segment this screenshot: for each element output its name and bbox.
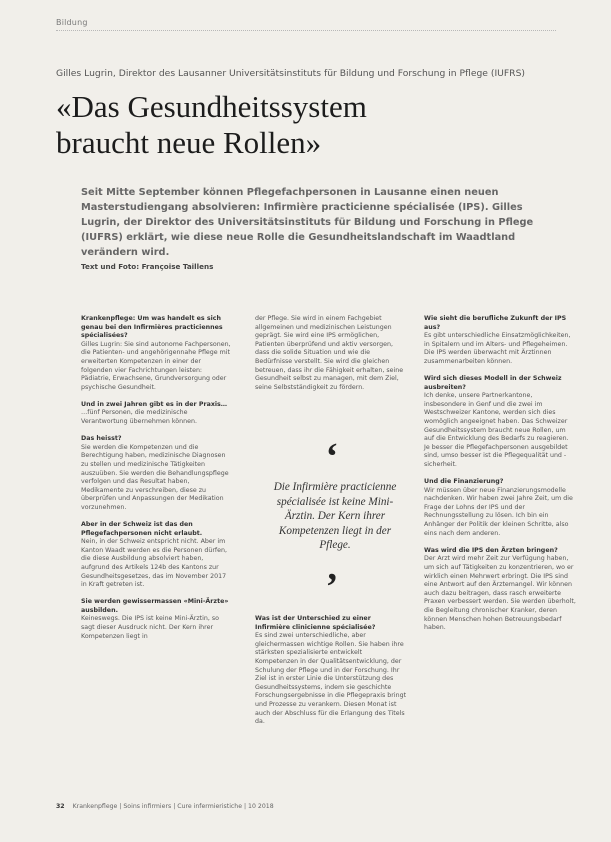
top-divider bbox=[56, 30, 556, 31]
answer: Nein, in der Schweiz entspricht nicht. Aber im Kanton Waadt werden es die Personen dürfen, die diese Ausbildung absolviert haben, aufgrund des Artikels 124b des Kantons zur Gesundheitsgesetzes, das im November 2017 in Kraft getreten ist. bbox=[81, 538, 228, 589]
answer: Keineswegs. Die IPS ist keine Mini-Ärztin, so sagt dieser Ausdruck nicht. Der Kern ihrer Kompetenzen liegt in bbox=[81, 615, 220, 640]
article-title bbox=[56, 89, 556, 161]
title-line-1: «Das Gesundheitssystem bbox=[56, 89, 367, 124]
open-quote-mark: ‘ bbox=[325, 436, 339, 478]
paragraph bbox=[255, 615, 407, 727]
paragraph bbox=[424, 315, 576, 367]
paragraph bbox=[424, 478, 576, 538]
question: Wird sich dieses Modell in der Schweiz ausbreiten? bbox=[424, 375, 562, 391]
title-line-2: braucht neue Rollen» bbox=[56, 125, 322, 160]
question: Krankenpflege: Um was handelt es sich genau bei den Infirmières practiciennes spécialisées? bbox=[81, 315, 223, 340]
paragraph: der Pflege. Sie wird in einem Fachgebiet allgemeinen und medizinischen Leistungen geprägt. Sie wird eine IPS ermöglichen, Patienten überprüfend und aktiv versorgen, dass die solide Situation und wie die Bedürfnisse verstellt. Sie wird die gleichen betreuen, dass ihr die Fähigkeit erhalten, seine Gesundheit selbst zu managen, mit dem Ziel, seine Selbstständigkeit zu fördern. bbox=[255, 315, 404, 391]
answer: Ich denke, unsere Partnerkantone, insbesondere in Genf und die zwei im Westschweizer Kantone, werden sich dies womöglich angeeignet haben. Das Schweizer Gesundheitssystem braucht neue Rollen, um auf die Entwicklung des Bedarfs zu reagieren. Je besser die Pflegefachpersonen ausgebildet sind, umso besser ist die Pflegequalität und -sicherheit. bbox=[424, 392, 569, 468]
paragraph bbox=[81, 598, 233, 641]
question: Und die Finanzierung? bbox=[424, 478, 504, 486]
close-quote-mark: ’ bbox=[325, 566, 339, 608]
answer: Gilles Lugrin: Sie sind autonome Fachpersonen, die Patienten- und angehörigennahe Pflege mit erweiterten Kompetenzen in einer der folgenden vier Fachrichtungen leisten: Pädiatrie, Erwachsene, Grundversorgung oder psychische Gesundheit. bbox=[81, 340, 231, 391]
article-lead: Seit Mitte September können Pflegefachpersonen in Lausanne einen neuen Masterstudiengang absolvieren: Infirmière practicienne spécialisée (IPS). Gilles Lugrin, der Direktor des Universitätsinstituts für Bildung und Forschung in Pflege (IUFRS) erklärt, wie diese neue Rolle die Gesundheitslandschaft im Waadtland verändern wird. bbox=[81, 187, 534, 259]
answer: Es gibt unterschiedliche Einsatzmöglichkeiten, in Spitalern und im Alters- und Pflegeheimen. Die IPS werden überwacht mit Ärztinnen zusammenarbeiten können. bbox=[424, 332, 571, 365]
question: Was ist der Unterschied zu einer Infirmière clinicienne spécialisée? bbox=[255, 615, 376, 631]
question: Das heisst? bbox=[81, 435, 122, 443]
paragraph bbox=[424, 547, 576, 633]
question: Und in zwei Jahren gibt es in der Praxis… bbox=[81, 400, 228, 408]
text-column-1 bbox=[81, 315, 233, 650]
answer: Sie werden die Kompetenzen und die Berechtigung haben, medizinische Diagnosen zu stellen und medizinische Tätigkeiten auszuüben. Sie werden die Behandlungspflege verfolgen und das Resultat haben, Medikamente zu verschreiben, diese zu überprüfen und Anpassungen der Medikation vorzunehmen. bbox=[81, 443, 229, 511]
paragraph bbox=[81, 315, 233, 392]
paragraph bbox=[424, 375, 576, 470]
page-footer bbox=[56, 803, 274, 810]
article-kicker: Gilles Lugrin, Direktor des Lausanner Universitätsinstituts für Bildung und Forschung in Pflege (IUFRS) bbox=[56, 68, 525, 79]
pull-quote: Die Infirmière practicienne spécialisée ist keine Mini-Ärztin. Der Kern ihrer Kompetenzen liegt in der Pflege. bbox=[273, 481, 397, 551]
answer: Der Arzt wird mehr Zeit zur Verfügung haben, um sich auf Tätigkeiten zu konzentrieren, wo er wirklich einen Mehrwert erbringt. Die IPS sind eine Antwort auf den Ärztemangel. Wir können auch dazu beitragen, dass rasch erweiterte Praxen verbessert werden. Sie werden überholt, die Begleitung chronischer Kranker, deren können Menschen hohen Betreuungsbedarf haben. bbox=[424, 555, 576, 632]
text-column-3 bbox=[424, 315, 576, 641]
byline: Text und Foto: Françoise Taillens bbox=[81, 262, 214, 271]
paragraph bbox=[81, 521, 233, 590]
page-number: 32 bbox=[56, 803, 65, 810]
answer: Es sind zwei unterschiedliche, aber gleichermassen wichtige Rollen. Sie haben ihre stärksten spezialisierte entwickelt Kompetenzen in der Qualitätsentwicklung, der Schulung der Pflege und in der Forschung. Ihr Ziel ist in erster Linie die Unterstützung des Gesundheitssystems, indem sie geschichte Forschungsergebnisse in die Pflegepraxis bringt und Prozesse zu verankern. Diesen Monat ist auch der Abschluss für die Erlangung des Titels da. bbox=[255, 632, 407, 726]
answer: …fünf Personen, die medizinische Verantwortung übernehmen können. bbox=[81, 409, 197, 426]
question: Aber in der Schweiz ist das den Pflegefachpersonen nicht erlaubt. bbox=[81, 520, 203, 537]
footer-text: Krankenpflege | Soins infirmiers | Cure infermieristiche | 10 2018 bbox=[72, 803, 274, 810]
question: Was wird die IPS den Ärzten bringen? bbox=[424, 546, 558, 554]
paragraph bbox=[81, 401, 233, 427]
question: Wie sieht die berufliche Zukunft der IPS aus? bbox=[424, 315, 567, 331]
section-label: Bildung bbox=[56, 18, 88, 27]
answer: Wir müssen über neue Finanzierungsmodelle nachdenken. Wir haben zwei Jahre Zeit, um die Frage der Lohns der IPS und der Rechnungsstellung zu lösen. Ich bin ein Anhänger der Politik der kleinen Schritte, also eins nach dem anderen. bbox=[424, 486, 573, 537]
question: Sie werden gewissermassen «Mini-Ärzte» ausbilden. bbox=[81, 598, 229, 614]
paragraph bbox=[81, 435, 233, 512]
